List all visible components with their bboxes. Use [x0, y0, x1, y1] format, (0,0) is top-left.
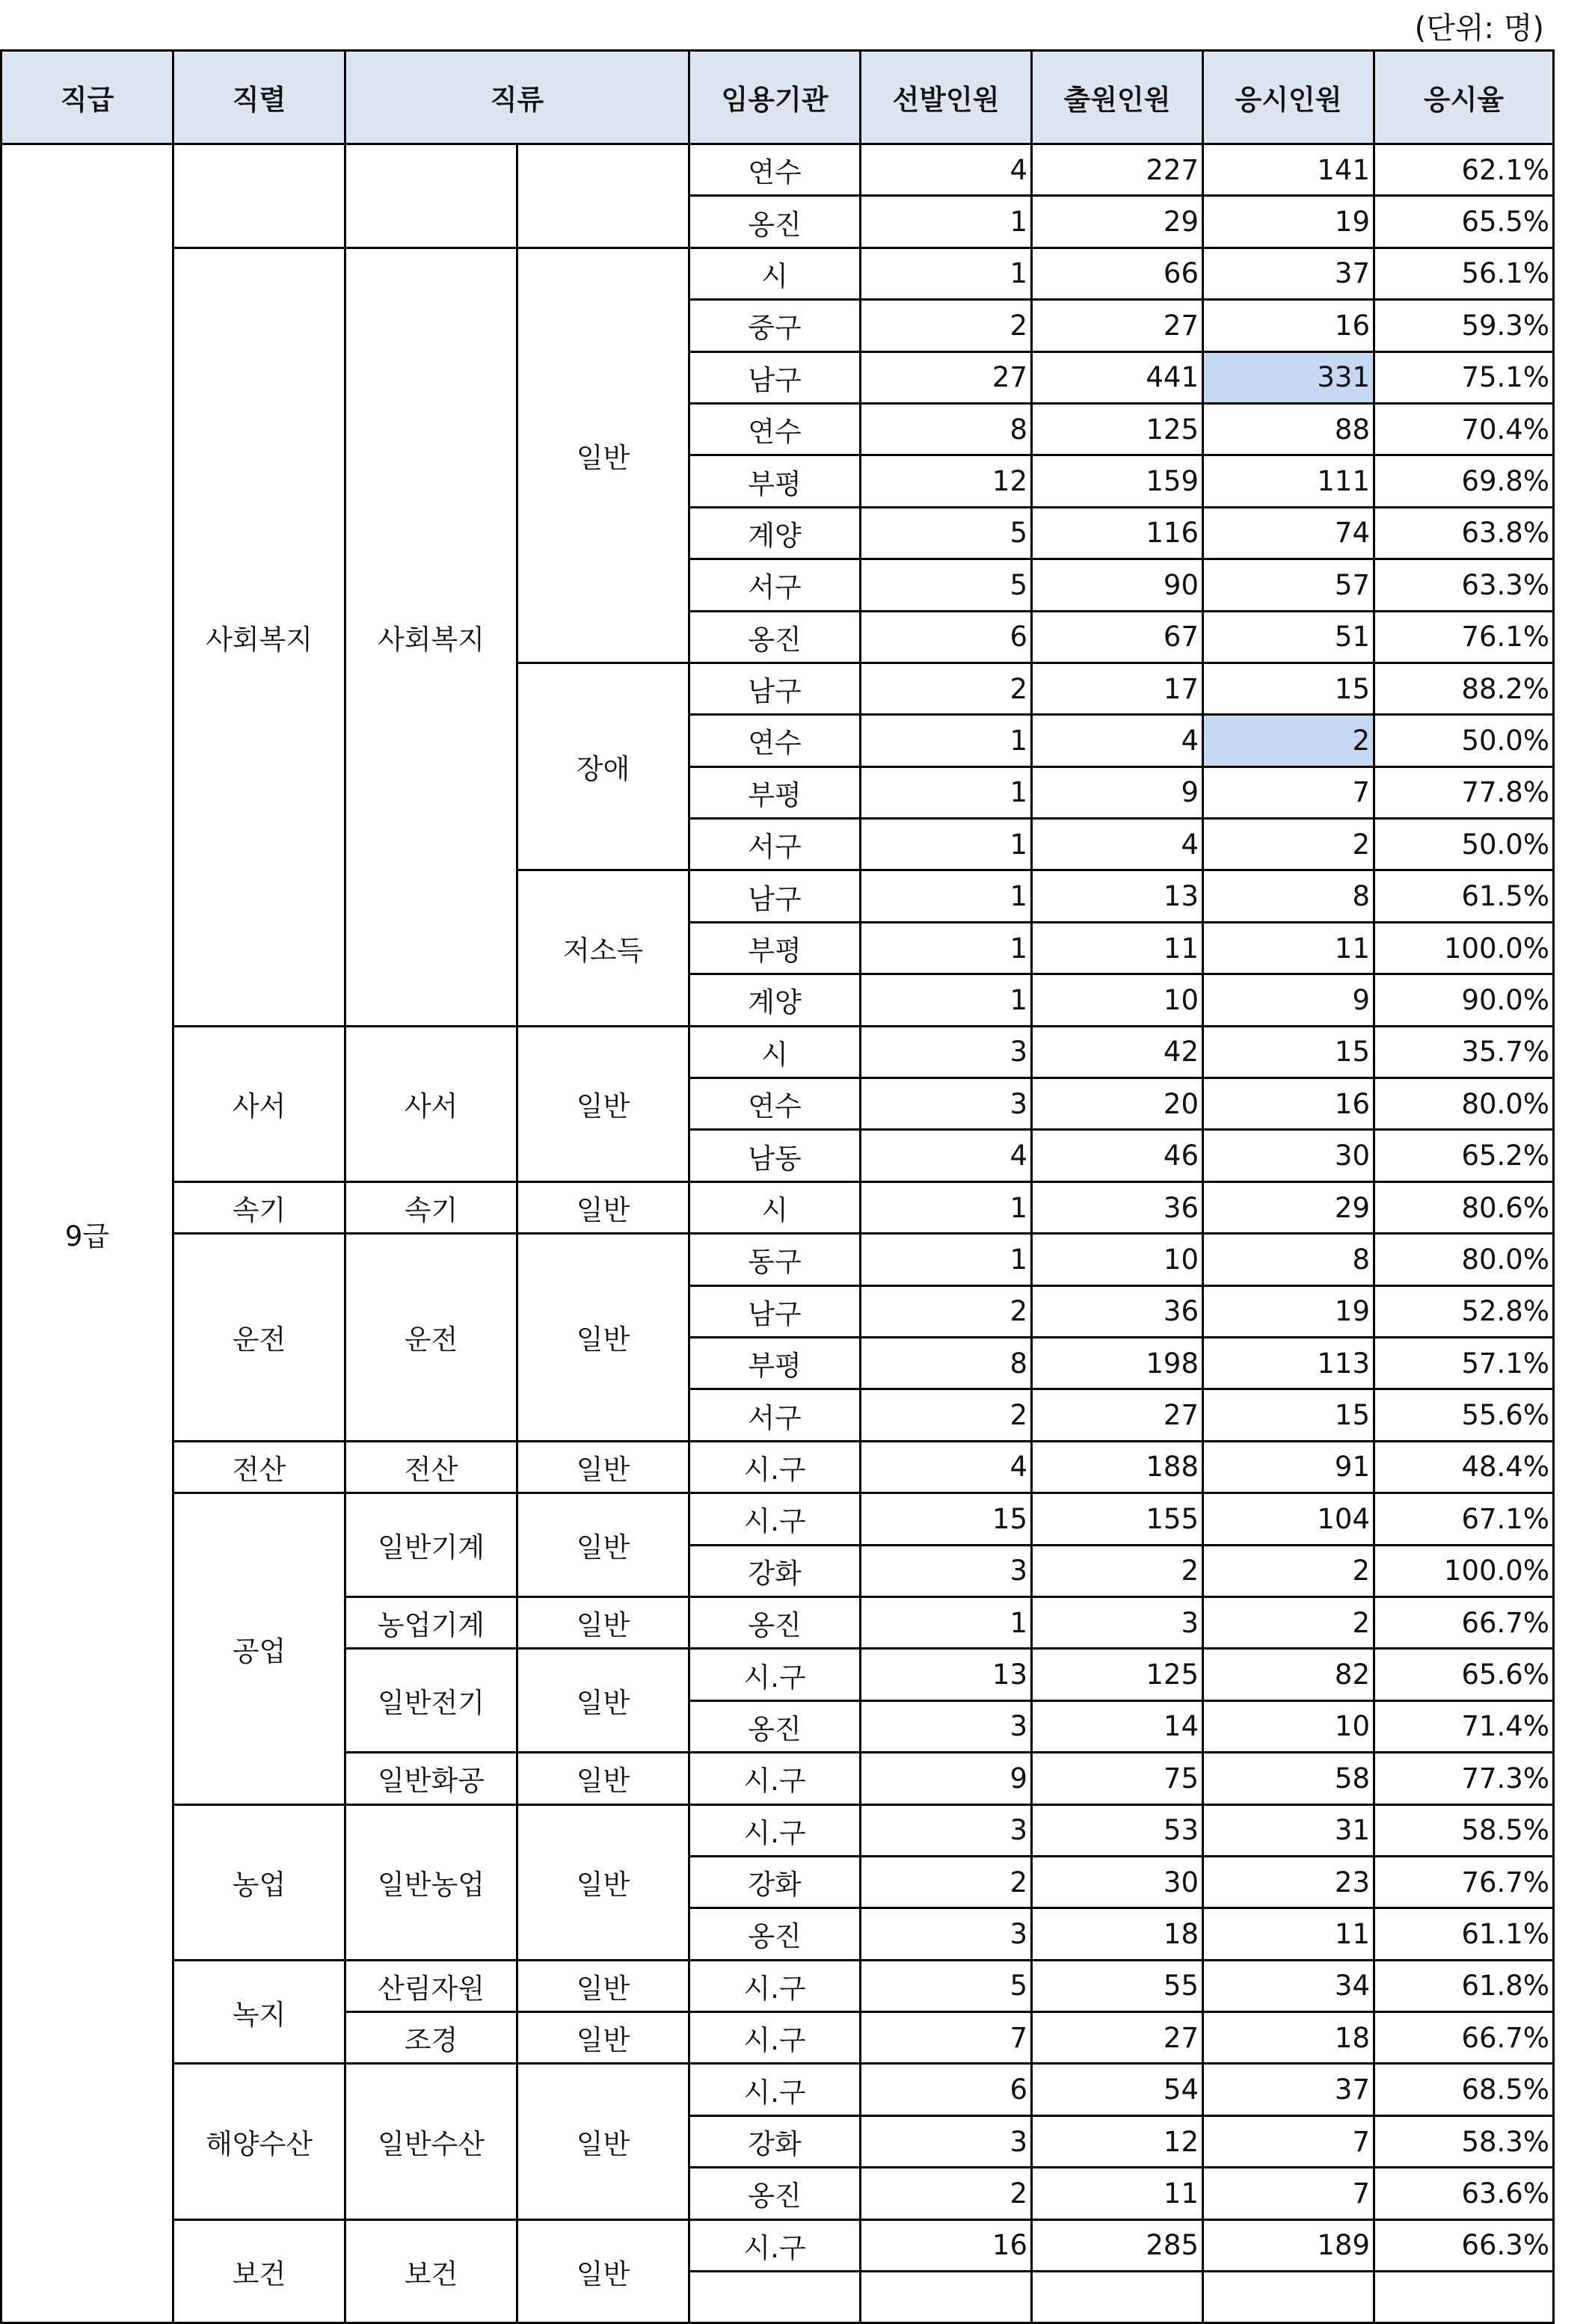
- header-class: 직류: [345, 51, 689, 144]
- agency-cell: 옹진: [689, 196, 861, 248]
- class-cell: 보건: [345, 2219, 517, 2323]
- agency-cell: 연수: [689, 1078, 861, 1130]
- applicants-cell: 18: [1032, 1908, 1203, 1960]
- applicants-cell: 42: [1032, 1026, 1203, 1078]
- agency-cell: 계양: [689, 974, 861, 1026]
- examinees-cell: 8: [1203, 870, 1374, 922]
- applicants-cell: 227: [1032, 144, 1203, 196]
- selected-cell: 2: [861, 1389, 1032, 1441]
- exam-rate-cell: 65.6%: [1374, 1649, 1554, 1700]
- class-cell: 전산: [345, 1441, 517, 1493]
- subclass-cell: 일반: [517, 1493, 689, 1597]
- selected-cell: 3: [861, 1026, 1032, 1078]
- agency-cell: 강화: [689, 1545, 861, 1596]
- applicants-cell: 11: [1032, 2168, 1203, 2219]
- series-cell: 녹지: [173, 1960, 345, 2064]
- exam-rate-cell: 67.1%: [1374, 1493, 1554, 1545]
- exam-rate-cell: 57.1%: [1374, 1337, 1554, 1389]
- agency-cell: 시.구: [689, 1960, 861, 2011]
- header-examinees: 응시인원: [1203, 51, 1374, 144]
- exam-rate-cell: 65.5%: [1374, 196, 1554, 248]
- subclass-cell: 일반: [517, 1234, 689, 1442]
- applicants-cell: 66: [1032, 248, 1203, 299]
- applicants-cell: 67: [1032, 611, 1203, 663]
- selected-cell: 8: [861, 1337, 1032, 1389]
- exam-rate-cell: 65.2%: [1374, 1130, 1554, 1181]
- subclass-cell: 일반: [517, 1753, 689, 1804]
- selected-cell: 12: [861, 455, 1032, 507]
- table-row: [1, 1960, 1554, 2011]
- applicants-cell: 54: [1032, 2064, 1203, 2115]
- class-cell: 일반전기: [345, 1649, 517, 1753]
- examinees-cell: 19: [1203, 196, 1374, 248]
- examinees-cell: 331: [1203, 351, 1374, 403]
- selected-cell: 3: [861, 1545, 1032, 1596]
- table-row: [1, 2219, 1554, 2271]
- class-cell: 일반화공: [345, 1753, 517, 1804]
- applicants-cell: 4: [1032, 819, 1203, 870]
- series-cell: 농업: [173, 1804, 345, 1960]
- selected-cell: 7: [861, 2012, 1032, 2064]
- series-cell: 해양수산: [173, 2064, 345, 2219]
- applicants-cell: 55: [1032, 1960, 1203, 2011]
- table-row: [1, 2064, 1554, 2115]
- table-body: [1, 144, 1554, 2323]
- agency-cell: 시.구: [689, 1804, 861, 1856]
- agency-cell: 시.구: [689, 1441, 861, 1493]
- selected-cell: 1: [861, 870, 1032, 922]
- applicants-cell: 159: [1032, 455, 1203, 507]
- applicants-cell: 36: [1032, 1181, 1203, 1233]
- selected-cell: 2: [861, 1856, 1032, 1908]
- exam-rate-cell: 59.3%: [1374, 300, 1554, 351]
- examinees-cell: 113: [1203, 1337, 1374, 1389]
- exam-rate-cell: 90.0%: [1374, 974, 1554, 1026]
- selected-cell: 9: [861, 1753, 1032, 1804]
- applicants-cell: 27: [1032, 300, 1203, 351]
- class-cell: 조경: [345, 2012, 517, 2064]
- agency-cell: 시.구: [689, 1493, 861, 1545]
- exam-rate-cell: 80.6%: [1374, 1181, 1554, 1233]
- examinees-cell: 8: [1203, 1234, 1374, 1285]
- agency-cell: 계양: [689, 507, 861, 559]
- applicants-cell: 285: [1032, 2219, 1203, 2271]
- table-row: [1, 1026, 1554, 1078]
- applicants-cell: 198: [1032, 1337, 1203, 1389]
- exam-rate-cell: 58.3%: [1374, 2115, 1554, 2167]
- exam-rate-cell: 71.4%: [1374, 1700, 1554, 1752]
- exam-rate-cell: 35.7%: [1374, 1026, 1554, 1078]
- class-cell: 사서: [345, 1026, 517, 1181]
- examinees-cell: 37: [1203, 248, 1374, 299]
- selected-cell: 1: [861, 1596, 1032, 1648]
- header-applicants: 출원인원: [1032, 51, 1203, 144]
- exam-rate-cell: 80.0%: [1374, 1078, 1554, 1130]
- examinees-cell: 34: [1203, 1960, 1374, 2011]
- selected-cell: 2: [861, 663, 1032, 714]
- series-cell: 사서: [173, 1026, 345, 1181]
- applicants-cell: 30: [1032, 1856, 1203, 1908]
- applicants-cell: 36: [1032, 1285, 1203, 1337]
- examinees-cell: 31: [1203, 1804, 1374, 1856]
- selected-cell: 1: [861, 922, 1032, 974]
- exam-rate-cell: 66.3%: [1374, 2219, 1554, 2271]
- class-cell: 사회복지: [345, 248, 517, 1026]
- table-row: [1, 1441, 1554, 1493]
- selected-cell: 4: [861, 1130, 1032, 1181]
- series-cell: [173, 144, 345, 248]
- examinees-cell: 37: [1203, 2064, 1374, 2115]
- selected-cell: 15: [861, 1493, 1032, 1545]
- examinees-cell: 16: [1203, 1078, 1374, 1130]
- selected-cell: 3: [861, 1804, 1032, 1856]
- exam-rate-cell: 76.7%: [1374, 1856, 1554, 1908]
- agency-cell: 시: [689, 248, 861, 299]
- subclass-cell: 일반: [517, 1181, 689, 1233]
- selected-cell: 1: [861, 196, 1032, 248]
- agency-cell: 시.구: [689, 2012, 861, 2064]
- unit-label: (단위: 명): [1414, 11, 1544, 46]
- examinees-cell: 51: [1203, 611, 1374, 663]
- agency-cell: 남동: [689, 1130, 861, 1181]
- exam-rate-cell: 50.0%: [1374, 715, 1554, 766]
- applicants-cell: 10: [1032, 974, 1203, 1026]
- class-cell: 농업기계: [345, 1596, 517, 1648]
- table-row: [1, 1804, 1554, 1856]
- selected-cell: 8: [861, 403, 1032, 455]
- exam-rate-cell: [1374, 2272, 1554, 2323]
- selected-cell: 5: [861, 559, 1032, 611]
- agency-cell: 강화: [689, 2115, 861, 2167]
- agency-cell: 부평: [689, 922, 861, 974]
- examinees-cell: [1203, 2272, 1374, 2323]
- subclass-cell: 일반: [517, 1960, 689, 2011]
- agency-cell: 시.구: [689, 2219, 861, 2271]
- agency-cell: 옹진: [689, 1596, 861, 1648]
- table-row: [1, 1493, 1554, 1545]
- selected-cell: 2: [861, 300, 1032, 351]
- examinees-cell: 57: [1203, 559, 1374, 611]
- agency-cell: 남구: [689, 351, 861, 403]
- examinees-cell: 30: [1203, 1130, 1374, 1181]
- applicants-cell: 75: [1032, 1753, 1203, 1804]
- examinees-cell: 104: [1203, 1493, 1374, 1545]
- agency-cell: 옹진: [689, 2168, 861, 2219]
- exam-rate-cell: 100.0%: [1374, 922, 1554, 974]
- applicants-cell: 188: [1032, 1441, 1203, 1493]
- applicants-cell: 53: [1032, 1804, 1203, 1856]
- header-exam-rate: 응시율: [1374, 51, 1554, 144]
- exam-rate-cell: 62.1%: [1374, 144, 1554, 196]
- selected-cell: 4: [861, 1441, 1032, 1493]
- exam-rate-cell: 61.8%: [1374, 1960, 1554, 2011]
- applicants-cell: 2: [1032, 1545, 1203, 1596]
- series-cell: 사회복지: [173, 248, 345, 1026]
- examinees-cell: 88: [1203, 403, 1374, 455]
- examinees-cell: 2: [1203, 1545, 1374, 1596]
- selected-cell: 1: [861, 715, 1032, 766]
- selected-cell: 1: [861, 1234, 1032, 1285]
- selected-cell: 6: [861, 2064, 1032, 2115]
- selected-cell: 3: [861, 1078, 1032, 1130]
- selected-cell: 27: [861, 351, 1032, 403]
- applicants-cell: 46: [1032, 1130, 1203, 1181]
- exam-rate-cell: 77.8%: [1374, 766, 1554, 818]
- selected-cell: 1: [861, 766, 1032, 818]
- selected-cell: 3: [861, 2115, 1032, 2167]
- exam-rate-cell: 48.4%: [1374, 1441, 1554, 1493]
- applicants-cell: 3: [1032, 1596, 1203, 1648]
- subclass-cell: 일반: [517, 1649, 689, 1753]
- agency-cell: 연수: [689, 403, 861, 455]
- selected-cell: 13: [861, 1649, 1032, 1700]
- applicants-cell: 125: [1032, 1649, 1203, 1700]
- examinees-cell: 7: [1203, 766, 1374, 818]
- agency-cell: 시: [689, 1026, 861, 1078]
- table-row: [1, 1181, 1554, 1233]
- agency-cell: 중구: [689, 300, 861, 351]
- examinees-cell: 82: [1203, 1649, 1374, 1700]
- exam-rate-cell: 75.1%: [1374, 351, 1554, 403]
- subclass-cell: [517, 144, 689, 248]
- examinees-cell: 10: [1203, 1700, 1374, 1752]
- exam-rate-cell: 77.3%: [1374, 1753, 1554, 1804]
- agency-cell: 연수: [689, 715, 861, 766]
- table-row: [1, 1234, 1554, 1285]
- table-row: [1, 144, 1554, 196]
- applicants-cell: 29: [1032, 196, 1203, 248]
- exam-rate-cell: 63.3%: [1374, 559, 1554, 611]
- applicants-cell: [1032, 2272, 1203, 2323]
- agency-cell: 부평: [689, 455, 861, 507]
- exam-rate-cell: 66.7%: [1374, 1596, 1554, 1648]
- selected-cell: 5: [861, 1960, 1032, 2011]
- agency-cell: 연수: [689, 144, 861, 196]
- agency-cell: [689, 2272, 861, 2323]
- table-row: [1, 248, 1554, 299]
- applicants-cell: 27: [1032, 2012, 1203, 2064]
- selected-cell: 1: [861, 819, 1032, 870]
- agency-cell: 부평: [689, 1337, 861, 1389]
- examinees-cell: 15: [1203, 663, 1374, 714]
- agency-cell: 서구: [689, 559, 861, 611]
- applicants-cell: 11: [1032, 922, 1203, 974]
- exam-rate-cell: 61.1%: [1374, 1908, 1554, 1960]
- selected-cell: 3: [861, 1908, 1032, 1960]
- agency-cell: 강화: [689, 1856, 861, 1908]
- subclass-cell: 장애: [517, 663, 689, 870]
- examinees-cell: 19: [1203, 1285, 1374, 1337]
- selected-cell: 2: [861, 2168, 1032, 2219]
- exam-rate-cell: 69.8%: [1374, 455, 1554, 507]
- applicants-cell: 14: [1032, 1700, 1203, 1752]
- examinees-cell: 141: [1203, 144, 1374, 196]
- applicants-cell: 13: [1032, 870, 1203, 922]
- selected-cell: 1: [861, 974, 1032, 1026]
- examinees-cell: 15: [1203, 1389, 1374, 1441]
- applicants-cell: 12: [1032, 2115, 1203, 2167]
- exam-rate-cell: 63.8%: [1374, 507, 1554, 559]
- agency-cell: 시: [689, 1181, 861, 1233]
- examinees-cell: 2: [1203, 1596, 1374, 1648]
- series-cell: 보건: [173, 2219, 345, 2323]
- class-cell: 속기: [345, 1181, 517, 1233]
- examinees-cell: 15: [1203, 1026, 1374, 1078]
- header-grade: 직급: [1, 51, 173, 144]
- subclass-cell: 일반: [517, 1441, 689, 1493]
- applicants-cell: 125: [1032, 403, 1203, 455]
- header-agency: 임용기관: [689, 51, 861, 144]
- applicants-cell: 90: [1032, 559, 1203, 611]
- subclass-cell: 일반: [517, 1804, 689, 1960]
- exam-rate-cell: 68.5%: [1374, 2064, 1554, 2115]
- examinees-cell: 7: [1203, 2168, 1374, 2219]
- examinees-cell: 16: [1203, 300, 1374, 351]
- grade-cell: 9급: [1, 144, 173, 2323]
- series-cell: 공업: [173, 1493, 345, 1804]
- subclass-cell: 일반: [517, 2219, 689, 2323]
- examinees-cell: 11: [1203, 1908, 1374, 1960]
- agency-cell: 남구: [689, 663, 861, 714]
- agency-cell: 동구: [689, 1234, 861, 1285]
- header-selected: 선발인원: [861, 51, 1032, 144]
- agency-cell: 시.구: [689, 1753, 861, 1804]
- subclass-cell: 일반: [517, 2012, 689, 2064]
- exam-rate-cell: 80.0%: [1374, 1234, 1554, 1285]
- exam-rate-cell: 88.2%: [1374, 663, 1554, 714]
- subclass-cell: 일반: [517, 1026, 689, 1181]
- class-cell: [345, 144, 517, 248]
- class-cell: 산림자원: [345, 1960, 517, 2011]
- exam-rate-cell: 58.5%: [1374, 1804, 1554, 1856]
- applicants-cell: 27: [1032, 1389, 1203, 1441]
- selected-cell: 6: [861, 611, 1032, 663]
- examinees-cell: 2: [1203, 715, 1374, 766]
- selected-cell: 1: [861, 248, 1032, 299]
- selected-cell: 2: [861, 1285, 1032, 1337]
- selected-cell: 16: [861, 2219, 1032, 2271]
- examinees-cell: 189: [1203, 2219, 1374, 2271]
- header-row: [1, 51, 1554, 144]
- examinees-cell: 74: [1203, 507, 1374, 559]
- agency-cell: 옹진: [689, 1700, 861, 1752]
- subclass-cell: 일반: [517, 248, 689, 663]
- class-cell: 운전: [345, 1234, 517, 1442]
- class-cell: 일반기계: [345, 1493, 517, 1597]
- exam-rate-cell: 76.1%: [1374, 611, 1554, 663]
- examinees-cell: 9: [1203, 974, 1374, 1026]
- agency-cell: 남구: [689, 870, 861, 922]
- applicants-cell: 17: [1032, 663, 1203, 714]
- examinees-cell: 23: [1203, 1856, 1374, 1908]
- header-series: 직렬: [173, 51, 345, 144]
- agency-cell: 옹진: [689, 611, 861, 663]
- exam-rate-cell: 63.6%: [1374, 2168, 1554, 2219]
- applicants-cell: 4: [1032, 715, 1203, 766]
- examinees-cell: 11: [1203, 922, 1374, 974]
- exam-rate-cell: 61.5%: [1374, 870, 1554, 922]
- applicants-cell: 9: [1032, 766, 1203, 818]
- subclass-cell: 일반: [517, 1596, 689, 1648]
- selected-cell: 4: [861, 144, 1032, 196]
- selected-cell: [861, 2272, 1032, 2323]
- applicants-cell: 10: [1032, 1234, 1203, 1285]
- agency-cell: 남구: [689, 1285, 861, 1337]
- selected-cell: 3: [861, 1700, 1032, 1752]
- agency-cell: 시.구: [689, 1649, 861, 1700]
- exam-rate-cell: 100.0%: [1374, 1545, 1554, 1596]
- exam-rate-cell: 50.0%: [1374, 819, 1554, 870]
- examinees-cell: 18: [1203, 2012, 1374, 2064]
- applicants-cell: 155: [1032, 1493, 1203, 1545]
- series-cell: 속기: [173, 1181, 345, 1233]
- exam-rate-cell: 70.4%: [1374, 403, 1554, 455]
- examinees-cell: 58: [1203, 1753, 1374, 1804]
- agency-cell: 서구: [689, 1389, 861, 1441]
- selected-cell: 5: [861, 507, 1032, 559]
- exam-rate-cell: 52.8%: [1374, 1285, 1554, 1337]
- agency-cell: 옹진: [689, 1908, 861, 1960]
- series-cell: 운전: [173, 1234, 345, 1442]
- examinees-cell: 29: [1203, 1181, 1374, 1233]
- exam-rate-cell: 55.6%: [1374, 1389, 1554, 1441]
- agency-cell: 부평: [689, 766, 861, 818]
- agency-cell: 시.구: [689, 2064, 861, 2115]
- exam-rate-cell: 66.7%: [1374, 2012, 1554, 2064]
- selected-cell: 1: [861, 1181, 1032, 1233]
- examinees-cell: 91: [1203, 1441, 1374, 1493]
- applicants-cell: 116: [1032, 507, 1203, 559]
- examinees-cell: 2: [1203, 819, 1374, 870]
- class-cell: 일반농업: [345, 1804, 517, 1960]
- subclass-cell: 저소득: [517, 870, 689, 1026]
- applicants-cell: 20: [1032, 1078, 1203, 1130]
- examinees-cell: 7: [1203, 2115, 1374, 2167]
- class-cell: 일반수산: [345, 2064, 517, 2219]
- recruitment-table: [0, 49, 1555, 2324]
- examinees-cell: 111: [1203, 455, 1374, 507]
- series-cell: 전산: [173, 1441, 345, 1493]
- agency-cell: 서구: [689, 819, 861, 870]
- applicants-cell: 441: [1032, 351, 1203, 403]
- subclass-cell: 일반: [517, 2064, 689, 2219]
- exam-rate-cell: 56.1%: [1374, 248, 1554, 299]
